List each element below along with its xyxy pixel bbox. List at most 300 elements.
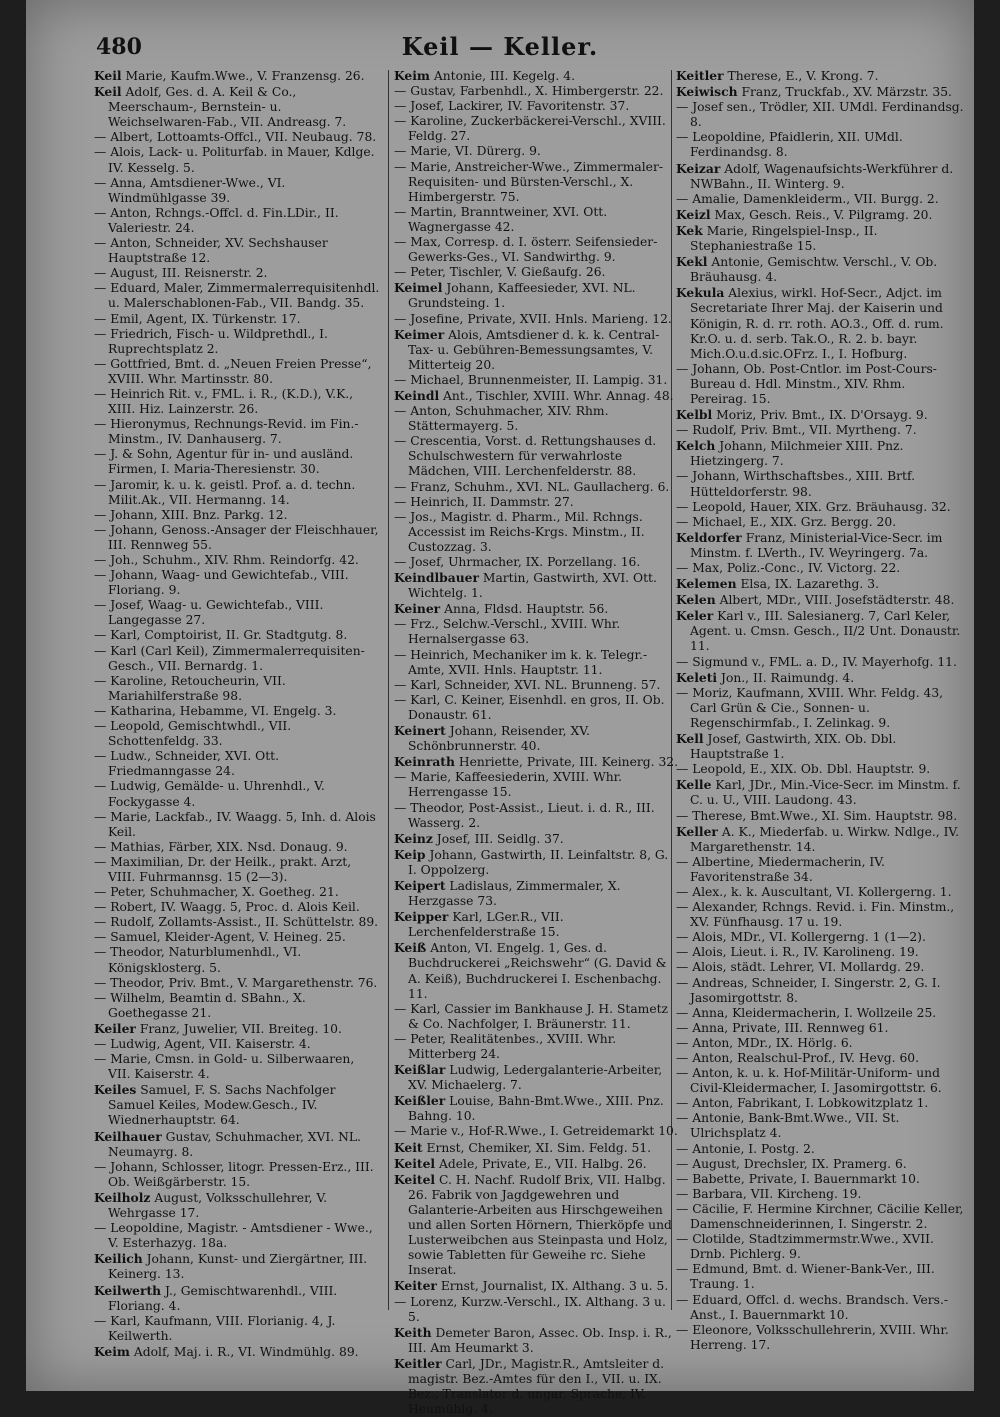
entry-details: Elsa, IX. Lazarethg. 3. <box>740 577 879 592</box>
entry-surname: — <box>394 1124 407 1139</box>
entry-surname: Keindl <box>394 387 440 403</box>
entry-details: Jos., Magistr. d. Pharm., Mil. Rchngs. Accessist im Reichs-Krgs. Minstm., II. Custozzag. 3. <box>408 509 645 554</box>
entry-details: Anton, Schneider, XV. Sechshauser Hauptstraße 12. <box>108 236 328 266</box>
entry-details: Adele, Private, E., VII. Halbg. 26. <box>439 1156 647 1171</box>
entry-surname: — <box>94 1159 107 1174</box>
entry-surname: — <box>676 1262 689 1277</box>
entry-details: Johann, Waag- und Gewichtefab., VIII. Floriang. 9. <box>108 568 349 598</box>
entry-details: Karl, JDr., Min.-Vice-Secr. im Minstm. f. C. u. U., VIII. Laudong. 43. <box>690 778 961 808</box>
entry-surname: Keißler <box>394 1093 446 1109</box>
page-title: Keil — Keller. <box>401 32 599 61</box>
entry-surname: — <box>94 553 107 567</box>
entry-details: Anton, Realschul-Prof., IV. Hevg. 60. <box>692 1051 920 1065</box>
entry-surname: — <box>94 356 107 371</box>
entry-surname: — <box>676 1096 689 1111</box>
directory-entry <box>94 900 380 915</box>
directory-entry <box>394 68 680 84</box>
entry-details: Crescentia, Vorst. d. Rettungshauses d. Schulschwestern für verwahrloste Mädchen, VIII. Lerchenfelderstr. 88. <box>408 434 657 479</box>
directory-entry <box>94 1221 380 1251</box>
entry-details: Karl, LGer.R., VII. Lerchenfelderstraße 15. <box>408 910 564 940</box>
directory-entry <box>94 176 380 206</box>
directory-entry <box>394 510 680 555</box>
directory-entry <box>676 930 966 945</box>
directory-entry <box>676 885 966 900</box>
entry-surname: Keinz <box>394 830 433 846</box>
entry-surname: Keitel <box>394 1155 436 1171</box>
entry-details: Johann, Genoss.-Ansager der Fleischhauer, III. Rennweg 55. <box>108 522 379 552</box>
entry-surname: — <box>94 990 107 1005</box>
entry-details: Adolf, Maj. i. R., VI. Windmühlg. 89. <box>133 1344 359 1359</box>
directory-entry <box>94 236 380 266</box>
entry-details: Anna, Private, III. Rennweg 61. <box>692 1020 889 1035</box>
entry-surname: — <box>676 1232 689 1247</box>
entry-details: Barbara, VII. Kircheng. 19. <box>692 1186 862 1201</box>
entry-surname: — <box>394 434 407 449</box>
directory-entry <box>94 568 380 598</box>
entry-surname: — <box>394 404 407 419</box>
directory-entry <box>94 598 380 628</box>
directory-entry <box>676 608 966 654</box>
directory-entry <box>94 976 380 991</box>
directory-entry <box>94 447 380 477</box>
entry-details: Heinrich Rit. v., FML. i. R., (K.D.), V.K., XIII. Hiz. Lainzerstr. 26. <box>108 386 354 417</box>
entry-details: Leopold, Gemischtwhdl., VII. Schottenfeldg. 33. <box>108 719 292 749</box>
entry-details: Clotilde, Stadtzimmermstr.Wwe., XVII. Drnb. Pichlerg. 9. <box>690 1232 934 1262</box>
directory-entry <box>676 1142 966 1157</box>
entry-details: Adolf, Wagenaufsichts-Werkführer d. NWBahn., II. Winterg. 9. <box>690 161 954 191</box>
directory-entry <box>676 731 966 762</box>
entry-details: Anna, Amtsdiener-Wwe., VI. Windmühlgasse 39. <box>108 175 286 205</box>
directory-entry <box>394 1325 680 1356</box>
directory-entry <box>94 1082 380 1128</box>
entry-details: Michael, Brunnenmeister, II. Lampig. 31. <box>410 372 668 387</box>
entry-details: Josef, Waag- u. Gewichtefab., VIII. Langegasse 27. <box>108 598 324 628</box>
entry-surname: — <box>94 809 107 824</box>
entry-details: Anton, Fabrikant, I. Lobkowitzplatz 1. <box>692 1096 929 1111</box>
entry-details: Josefine, Private, XVII. Hnls. Marieng. 12. <box>410 311 672 326</box>
directory-entry <box>94 945 380 975</box>
directory-entry <box>94 312 380 327</box>
entry-details: Rudolf, Priv. Bmt., VII. Myrtheng. 7. <box>692 423 917 438</box>
directory-entry <box>676 84 966 100</box>
entry-surname: Keilwerth <box>94 1282 162 1298</box>
entry-details: Rudolf, Zollamts-Assist., II. Schüttelstr. 89. <box>110 915 379 930</box>
directory-entry <box>676 192 966 207</box>
entry-surname: — <box>394 1294 407 1309</box>
entry-surname: — <box>676 1141 689 1156</box>
directory-entry <box>394 940 680 1001</box>
entry-details: Karl, C. Keiner, Eisenhdl. en gros, II. Ob. Donaustr. 61. <box>408 692 665 722</box>
directory-entry <box>394 1295 680 1325</box>
entry-surname: Keipper <box>394 909 449 925</box>
entry-surname: — <box>394 647 407 662</box>
directory-entry <box>94 704 380 719</box>
entry-details: Carl, JDr., Magistr.R., Amtsleiter d. magistr. Bez.-Amtes für den I., VII. u. IX. Bez., Translator d. ungar. Sprache, IV. Heumühlg. 4. <box>408 1356 665 1417</box>
entry-surname: Keller <box>676 823 718 839</box>
entry-surname: Kell <box>676 731 704 747</box>
directory-entry <box>94 1037 380 1052</box>
entry-details: Karl v., III. Salesianerg. 7, Carl Keler, Agent. u. Cmsn. Gesch., II/2 Unt. Donaustr. 11. <box>690 609 961 654</box>
entry-surname: — <box>94 703 107 718</box>
directory-entry <box>394 723 680 754</box>
directory-entry <box>394 847 680 878</box>
entry-surname: Keimer <box>394 326 445 342</box>
entry-surname: — <box>94 175 107 190</box>
directory-entry <box>676 423 966 438</box>
entry-details: Antonie, Gemischtw. Verschl., V. Ob. Bräuhausg. 4. <box>690 255 938 285</box>
entry-details: Moriz, Kaufmann, XVIII. Whr. Feldg. 43, Carl Grün & Cie., Sonnen- u. Regenschirmfab., I. Zelinkag. 9. <box>690 685 944 730</box>
directory-entry <box>676 592 966 608</box>
entry-details: Marie, Ringelspiel-Insp., II. Stephaniestraße 15. <box>690 223 878 254</box>
directory-entry <box>676 1111 966 1141</box>
entry-details: J. & Sohn, Agentur für in- und ausländ. Firmen, I. Maria-Theresienstr. 30. <box>108 447 354 477</box>
directory-entry <box>394 770 680 800</box>
entry-surname: Keit <box>394 1139 423 1155</box>
entry-details: Therese, E., V. Krong. 7. <box>727 69 879 83</box>
directory-entry <box>94 749 380 779</box>
entry-surname: Keip <box>394 846 426 862</box>
entry-details: Eduard, Maler, Zimmermalerrequisitenhdl. u. Malerschablonen-Fab., VII. Bandg. 35. <box>108 281 380 311</box>
entry-details: Henriette, Private, III. Keinerg. 32. <box>458 755 679 770</box>
entry-surname: Keizl <box>676 206 711 222</box>
entry-surname: — <box>394 204 407 219</box>
entry-details: Johann, XIII. Bnz. Parkg. 12. <box>110 507 288 522</box>
directory-entry <box>676 1262 966 1292</box>
entry-surname: — <box>676 1156 689 1171</box>
entry-details: Ernst, Journalist, IX. Althang. 3 u. 5. <box>440 1279 669 1294</box>
directory-entry <box>676 576 966 592</box>
directory-entry <box>94 1129 380 1160</box>
entry-surname: — <box>394 1031 407 1046</box>
directory-entry <box>676 1021 966 1036</box>
page-number: 480 <box>96 34 142 60</box>
entry-surname: Keiter <box>394 1278 437 1294</box>
directory-entry <box>94 855 380 885</box>
directory-entry <box>94 930 380 945</box>
entry-surname: — <box>94 266 107 281</box>
entry-surname: — <box>94 522 107 537</box>
entry-details: Gottfried, Bmt. d. „Neuen Freien Presse“, XVIII. Whr. Martinsstr. 80. <box>108 356 372 386</box>
entry-surname: — <box>676 130 689 145</box>
entry-details: Leopoldine, Pfaidlerin, XII. UMdl. Ferdinandsg. 8. <box>690 130 903 160</box>
directory-entry <box>394 555 680 570</box>
directory-entry <box>394 480 680 495</box>
entry-details: Ludwig, Agent, VII. Kaiserstr. 4. <box>110 1037 311 1051</box>
entry-surname: — <box>676 499 689 514</box>
entry-details: August, Volksschullehrer, V. Wehrgasse 17. <box>108 1190 328 1221</box>
entry-details: Alexius, wirkl. Hof-Secr., Adjct. im Secretariate Ihrer Maj. der Kaiserin und Königin, R. d. rr. roth. AO.3., Off. d. rum. Kr.O. u. d. serb. Tak.O., R. 2. b. bayr. Mich.O.u.d.sic.OFrz. I., I. Hofburg. <box>690 286 944 361</box>
entry-details: Maximilian, Dr. der Heilk., prakt. Arzt, VIII. Fuhrmannsg. 15 (2—3). <box>108 854 352 884</box>
directory-entry <box>394 205 680 235</box>
entry-surname: — <box>94 749 107 764</box>
entry-details: Emil, Agent, IX. Türkenstr. 17. <box>110 311 301 326</box>
directory-entry <box>676 900 966 930</box>
directory-entry <box>94 387 380 417</box>
entry-surname: — <box>94 1052 107 1067</box>
entry-details: Gustav, Farbenhdl., X. Himbergerstr. 22. <box>410 84 664 99</box>
directory-entry <box>394 601 680 617</box>
entry-surname: Kek <box>676 222 703 238</box>
directory-entry <box>394 84 680 99</box>
entry-details: Leopold, E., XIX. Ob. Dbl. Hauptstr. 9. <box>692 762 931 777</box>
directory-entry <box>394 114 680 144</box>
directory-entry <box>94 674 380 704</box>
entry-details: Johann, Schlosser, litogr. Pressen-Erz., III. Ob. Weißgärberstr. 15. <box>108 1159 374 1189</box>
directory-entry <box>394 99 680 114</box>
entry-surname: — <box>94 417 107 432</box>
entry-details: Gustav, Schuhmacher, XVI. NL. Neumayrg. 8. <box>108 1129 361 1159</box>
directory-entry <box>94 644 380 674</box>
entry-surname: — <box>94 477 107 492</box>
entry-surname: — <box>676 1322 689 1337</box>
entry-details: Heinrich, II. Dammstr. 27. <box>410 494 574 509</box>
entry-details: Sigmund v., FML. a. D., IV. Mayerhofg. 11. <box>692 654 957 669</box>
directory-entry <box>94 478 380 508</box>
entry-surname: — <box>676 423 689 438</box>
directory-entry <box>676 655 966 670</box>
entry-surname: — <box>94 628 107 643</box>
entry-surname: Keiner <box>394 601 441 617</box>
directory-entry <box>94 1021 380 1037</box>
entry-details: Johann, Ob. Post-Cntlor. im Post-Cours-Bureau d. Hdl. Minstm., XIV. Rhm. Pereirag. 15. <box>690 361 937 406</box>
entry-surname: Keith <box>394 1324 432 1340</box>
entry-surname: — <box>676 762 689 777</box>
entry-details: Ernst, Chemiker, XI. Sim. Feldg. 51. <box>426 1140 652 1155</box>
entry-details: Anton, Schuhmacher, XIV. Rhm. Stättermayerg. 5. <box>408 404 609 434</box>
directory-entry <box>676 1096 966 1111</box>
directory-entry <box>676 1293 966 1323</box>
entry-surname: Kelbl <box>676 407 713 423</box>
entry-details: Ludwig, Gemälde- u. Uhrenhdl., V. Fockygasse 4. <box>108 779 325 809</box>
entry-surname: Kelen <box>676 592 716 608</box>
entry-surname: Keitler <box>394 1355 442 1371</box>
directory-entry <box>394 144 680 159</box>
entry-surname: Keler <box>676 608 714 624</box>
entry-surname: — <box>676 514 689 529</box>
directory-entry <box>394 909 680 940</box>
directory-entry <box>94 1251 380 1282</box>
directory-entry <box>94 327 380 357</box>
entry-surname: Keiles <box>94 1082 137 1098</box>
entry-details: Franz, Truckfab., XV. Märzstr. 35. <box>741 85 952 100</box>
directory-entry <box>676 1187 966 1202</box>
directory-entry <box>94 84 380 130</box>
directory-entry <box>394 373 680 388</box>
entry-details: Alex., k. k. Auscultant, VI. Kollergerng. 1. <box>692 884 952 899</box>
entry-surname: — <box>94 1037 107 1051</box>
entry-details: Leopold, Hauer, XIX. Grz. Bräuhausg. 32. <box>692 499 951 514</box>
directory-entry <box>676 1172 966 1187</box>
directory-entry <box>676 530 966 561</box>
directory-entry <box>394 617 680 647</box>
entry-surname: Keimel <box>394 280 443 296</box>
entry-surname: — <box>676 1111 689 1126</box>
directory-entry <box>394 1278 680 1294</box>
entry-surname: — <box>394 509 407 524</box>
entry-surname: — <box>676 469 689 484</box>
entry-surname: Kekula <box>676 285 725 301</box>
entry-details: Theodor, Naturblumenhdl., VI. Königsklosterg. 5. <box>108 945 302 975</box>
entry-details: Cäcilie, F. Hermine Kirchner, Cäcilie Keller, Damenschneiderinnen, I. Singerstr. 2. <box>690 1201 964 1232</box>
entry-surname: — <box>94 598 107 613</box>
entry-surname: — <box>94 975 107 990</box>
directory-entry <box>94 991 380 1021</box>
entry-surname: — <box>394 114 407 129</box>
entry-details: Josef sen., Trödler, XII. UMdl. Ferdinandsg. 8. <box>690 100 964 130</box>
entry-details: Ant., Tischler, XVIII. Whr. Annag. 48. <box>443 388 674 403</box>
directory-entry <box>676 1157 966 1172</box>
entry-surname: Keil <box>94 68 122 83</box>
entry-details: Michael, E., XIX. Grz. Bergg. 20. <box>692 514 897 529</box>
entry-details: Franz, Ministerial-Vice-Secr. im Minstm. f. LVerth., IV. Weyringerg. 7a. <box>690 530 943 560</box>
entry-surname: — <box>94 885 107 900</box>
entry-details: Demeter Baron, Assec. Ob. Insp. i. R., III. Am Heumarkt 3. <box>408 1325 672 1355</box>
directory-entry <box>94 508 380 523</box>
column-divider <box>388 70 389 1310</box>
directory-entry <box>676 362 966 407</box>
entry-details: Marie, VI. Dürerg. 9. <box>410 144 541 159</box>
entry-details: Alois, Amtsdiener d. k. k. Central-Tax- u. Gebühren-Bemessungsamtes, V. Mitterteig 20. <box>408 327 660 372</box>
entry-details: Anton, MDr., IX. Hörlg. 6. <box>692 1035 853 1050</box>
directory-entry <box>676 1232 966 1262</box>
entry-surname: — <box>394 265 407 280</box>
entry-surname: — <box>676 654 689 669</box>
entry-surname: — <box>94 673 107 688</box>
entry-details: Peter, Tischler, V. Gießaufg. 26. <box>410 265 606 280</box>
directory-entry <box>676 824 966 855</box>
entry-surname: — <box>94 719 107 734</box>
entry-surname: — <box>394 617 407 632</box>
entry-surname: — <box>676 1201 689 1216</box>
entry-surname: Keiwisch <box>676 84 738 100</box>
directory-entry <box>394 265 680 280</box>
entry-surname: — <box>676 1035 689 1050</box>
entry-details: Albert, Lottoamts-Offcl., VII. Neubaug. 78. <box>110 130 377 145</box>
entry-details: Anton, VI. Engelg. 1, Ges. d. Buchdruckerei „Reichswehr“ (G. David & A. Keiß), Buchdruckerei I. Eschenbachg. 11. <box>408 941 667 1001</box>
entry-surname: — <box>94 311 107 326</box>
entry-surname: — <box>676 1020 689 1035</box>
directory-entry <box>94 1344 380 1360</box>
directory-entry <box>676 1036 966 1051</box>
directory-entry <box>394 1356 680 1417</box>
entry-surname: — <box>94 507 107 522</box>
entry-details: Babette, Private, I. Bauernmarkt 10. <box>692 1171 920 1186</box>
entry-surname: Keleti <box>676 669 718 685</box>
entry-details: Josef, Gastwirth, XIX. Ob. Dbl. Hauptstraße 1. <box>690 732 897 762</box>
directory-entry <box>676 130 966 160</box>
directory-entry <box>94 1052 380 1082</box>
entry-details: Heinrich, Mechaniker im k. k. Telegr.-Amte, XVII. Hnls. Hauptstr. 11. <box>408 647 648 677</box>
column-1 <box>94 68 380 1368</box>
directory-entry <box>94 145 380 175</box>
entry-details: Ludwig, Ledergalanterie-Arbeiter, XV. Michaelerg. 7. <box>408 1063 663 1093</box>
entry-details: Edmund, Bmt. d. Wiener-Bank-Ver., III. Traung. 1. <box>690 1262 935 1292</box>
entry-surname: — <box>394 311 407 326</box>
directory-entry <box>676 762 966 777</box>
directory-entry <box>394 1002 680 1032</box>
entry-details: Karoline, Zuckerbäckerei-Verschl., XVIII. Feldg. 27. <box>408 114 666 144</box>
entry-surname: — <box>94 386 107 401</box>
entry-surname: — <box>394 99 407 114</box>
directory-entry <box>676 285 966 361</box>
entry-surname: — <box>676 561 689 575</box>
directory-entry <box>676 500 966 515</box>
directory-entry <box>394 754 680 770</box>
entry-details: Ludw., Schneider, XVI. Ott. Friedmanngasse 24. <box>108 749 280 779</box>
entry-details: Johann, Kaffeesieder, XVI. NL. Grundsteing. 1. <box>408 281 636 311</box>
entry-surname: Keindlbauer <box>394 570 479 586</box>
entry-surname: — <box>394 494 407 509</box>
entry-details: Marie, Kaffeesiederin, XVIII. Whr. Herrengasse 15. <box>408 770 623 800</box>
directory-entry <box>94 779 380 809</box>
entry-surname: Kelch <box>676 438 716 454</box>
directory-entry <box>394 280 680 311</box>
entry-surname: Keilholz <box>94 1189 151 1205</box>
directory-entry <box>676 1323 966 1353</box>
directory-entry <box>94 130 380 145</box>
entry-surname: — <box>676 685 689 700</box>
entry-surname: — <box>394 800 407 815</box>
entry-details: Leopoldine, Magistr. - Amtsdiener - Wwe., V. Esterhazyg. 18a. <box>108 1221 373 1251</box>
entry-details: Samuel, F. S. Sachs Nachfolger Samuel Keiles, Modew.Gesch., IV. Wiednerhauptstr. 64. <box>108 1083 336 1128</box>
entry-details: Ladislaus, Zimmermaler, X. Herzgasse 73. <box>408 878 621 909</box>
entry-surname: — <box>94 447 107 462</box>
directory-entry <box>676 670 966 686</box>
directory-entry <box>394 801 680 831</box>
directory-entry <box>676 68 966 84</box>
entry-surname: — <box>394 372 407 387</box>
entry-details: Franz, Schuhm., XVI. NL. Gaullacherg. 6. <box>410 479 670 494</box>
entry-details: Martin, Branntweiner, XVI. Ott. Wagnergasse 42. <box>408 204 608 234</box>
entry-details: Eleonore, Volksschullehrerin, XVIII. Whr. Herreng. 17. <box>690 1322 949 1352</box>
entry-surname: — <box>394 479 407 494</box>
entry-details: Albert, MDr., VIII. Josefstädterstr. 48. <box>719 593 955 608</box>
entry-details: Johann, Gastwirth, II. Leinfaltstr. 8, G. I. Oppolzerg. <box>408 847 669 877</box>
entry-surname: — <box>676 1186 689 1201</box>
entry-details: Johann, Milchmeier XIII. Pnz. Hietzingerg. 7. <box>690 439 904 469</box>
entry-details: August, III. Reisnerstr. 2. <box>110 266 268 281</box>
directory-entry <box>394 570 680 601</box>
entry-details: Frz., Selchw.-Verschl., XVIII. Whr. Hernalsergasse 63. <box>408 617 621 647</box>
entry-details: Theodor, Post-Assist., Lieut. i. d. R., III. Wasserg. 2. <box>408 800 655 830</box>
entry-details: Alexander, Rchngs. Revid. i. Fin. Minstm., XV. Fünfhausg. 17 u. 19. <box>690 900 955 930</box>
entry-details: Albertine, Miedermacherin, IV. Favoritenstraße 34. <box>690 854 885 884</box>
directory-entry <box>394 1062 680 1093</box>
entry-surname: — <box>676 854 689 869</box>
directory-entry <box>676 161 966 192</box>
entry-details: Karl (Carl Keil), Zimmermalerrequisiten-Gesch., VII. Bernardg. 1. <box>108 643 365 673</box>
entry-surname: — <box>676 100 689 115</box>
entry-details: Franz, Juwelier, VII. Breiteg. 10. <box>139 1021 342 1036</box>
directory-entry <box>94 553 380 568</box>
entry-details: Hieronymus, Rechnungs-Revid. im Fin.-Minstm., IV. Danhauserg. 7. <box>108 417 359 447</box>
entry-surname: Keitler <box>676 68 724 83</box>
directory-entry <box>394 1156 680 1172</box>
entry-surname: — <box>94 1221 107 1236</box>
entry-details: Joh., Schuhm., XIV. Rhm. Reindorfg. 42. <box>110 553 359 567</box>
entry-details: Samuel, Kleider-Agent, V. Heineg. 25. <box>110 930 346 945</box>
entry-details: Martin, Gastwirth, XVI. Ott. Wichtelg. 1. <box>408 571 657 601</box>
directory-entry <box>676 207 966 223</box>
directory-entry <box>394 1140 680 1156</box>
entry-details: Louise, Bahn-Bmt.Wwe., XIII. Pnz. Bahng. 10. <box>408 1094 664 1124</box>
directory-entry <box>394 235 680 265</box>
entry-details: Josef, III. Seidlg. 37. <box>436 831 564 846</box>
directory-entry <box>94 281 380 311</box>
directory-entry <box>394 327 680 373</box>
entry-details: Marie, Anstreicher-Wwe., Zimmermaler-Requisiten- und Bürsten-Verschl., X. Himbergerstr. 75. <box>408 159 663 204</box>
entry-details: Jon., II. Raimundg. 4. <box>721 670 855 685</box>
